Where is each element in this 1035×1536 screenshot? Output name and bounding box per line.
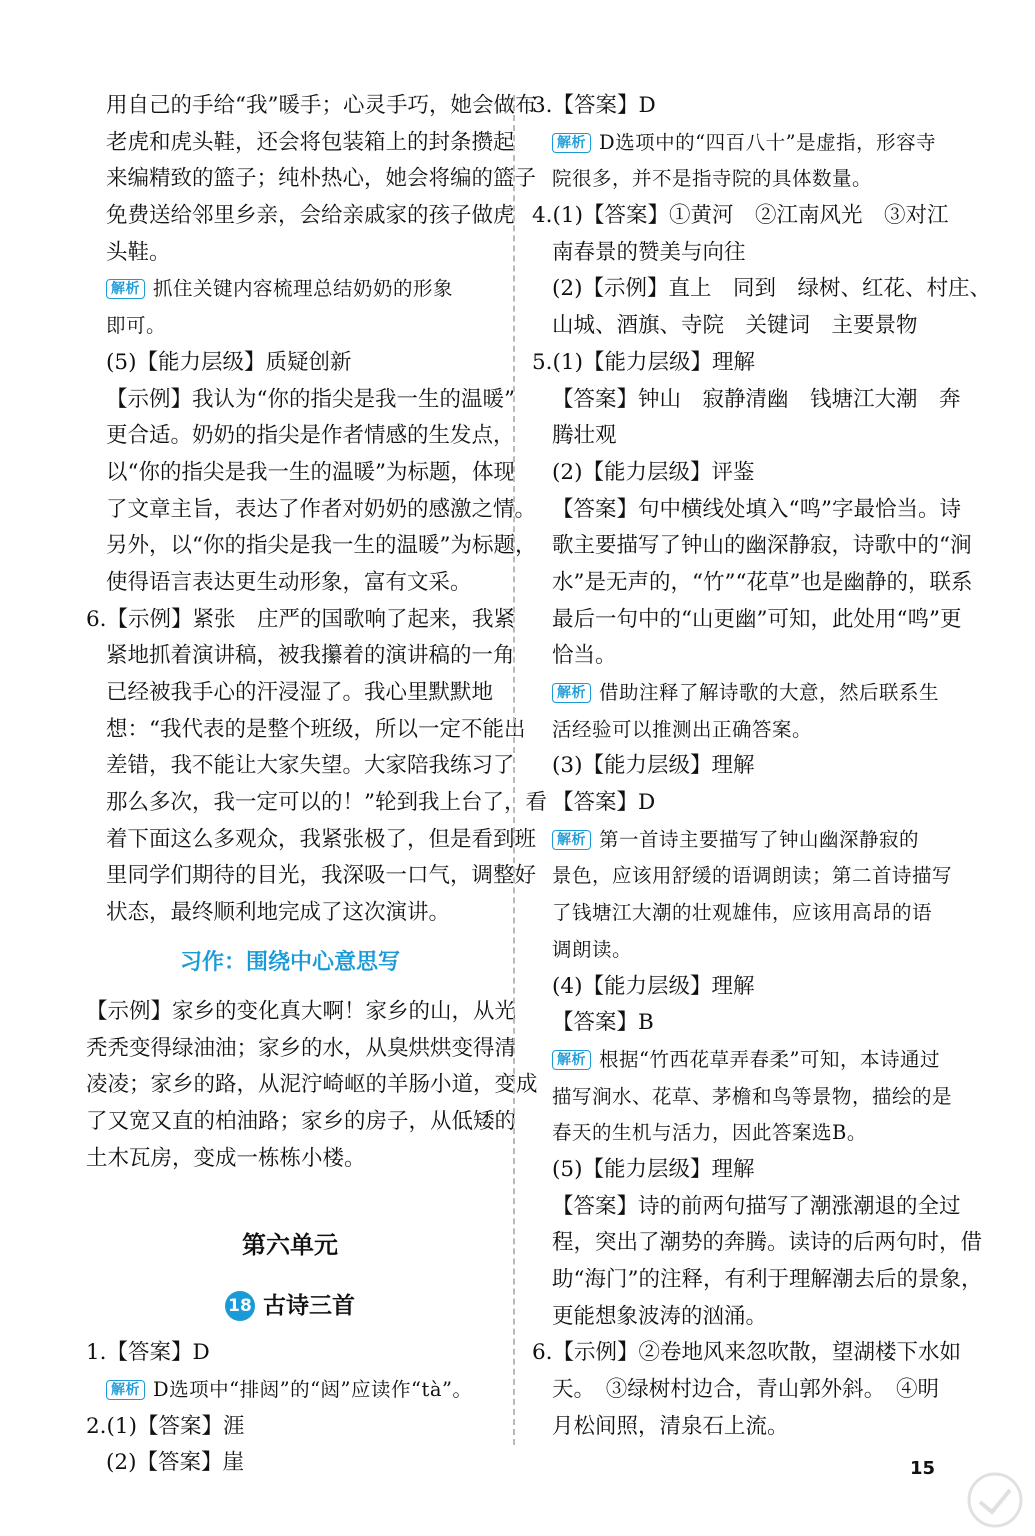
answer-3: 3.【答案】D (532, 93, 656, 118)
text-line: 描写涧水、花草、茅檐和鸟等景物，描绘的是 (552, 1084, 953, 1108)
text-line: 最后一句中的“山更幽”可知，此处用“鸣”更 (552, 606, 962, 632)
text-line: 【示例】我认为“你的指尖是我一生的温暖” (106, 386, 515, 412)
analysis-tag: 解析 (106, 279, 145, 299)
text-line: 【答案】B (552, 1010, 654, 1036)
text-line: (2)【示例】直上 同到 绿树、红花、村庄、 (552, 276, 991, 302)
answer-4 (532, 198, 991, 345)
analysis-block (532, 822, 957, 969)
analysis-block (86, 271, 494, 344)
q5-heading: (5)【能力层级】质疑创新 (106, 349, 352, 375)
text-line: 用自己的手给“我”暖手；心灵手巧，她会做布 (106, 93, 537, 118)
answer-5-5 (532, 1152, 983, 1335)
text-line: 歌主要描写了钟山的幽深静寂，诗歌中的“涧 (552, 533, 972, 559)
q5-example (86, 382, 537, 602)
text-line: 恰当。 (552, 643, 617, 669)
text-line: 使得语言表达更生动形象，富有文采。 (106, 569, 472, 595)
text-line: 水”是无声的，“竹”“花草”也是幽静的，联系 (552, 569, 973, 595)
text-line: 紧地抓着演讲稿，被我攥着的演讲稿的一角 (106, 643, 515, 669)
text-line: 已经被我手心的汗浸湿了。我心里默默地 (106, 680, 494, 705)
writing-example (86, 994, 538, 1177)
text-line: 解析 根据“竹西花草弄春柔”可知，本诗通过 (552, 1042, 957, 1079)
text-line: 【答案】钟山 寂静清幽 钱塘江大潮 奔 (552, 386, 961, 412)
q4-answer-continued (86, 88, 537, 271)
text-line: 解析 借助注释了解诗歌的大意，然后联系生 (552, 675, 957, 712)
text-line: 那么多次，我一定可以的！”轮到我上台了，看 (106, 790, 547, 816)
text-line: 更能想象波涛的汹涌。 (552, 1303, 768, 1329)
analysis-tag: 解析 (552, 133, 591, 153)
left-column (86, 88, 547, 1482)
text-line: 5.(1)【能力层级】理解 (532, 349, 755, 375)
text-line: 状态，最终顺利地完成了这次演讲。 (106, 900, 451, 926)
text-line: (3)【能力层级】理解 (552, 753, 755, 779)
analysis-block (532, 125, 957, 198)
text-line: 差错，我不能让大家失望。大家陪我练习了 (106, 753, 515, 779)
text-line: 了钱塘江大潮的壮观雄伟，应该用高昂的语 (552, 901, 933, 925)
analysis-tag: 解析 (552, 830, 591, 850)
text-line: 活经验可以推测出正确答案。 (552, 717, 813, 741)
text-line: 老虎和虎头鞋，还会将包装箱上的封条攒起 (106, 129, 515, 155)
text-line: 6.【示例】②卷地风来忽吹散，望湖楼下水如 (532, 1340, 962, 1366)
answer-1: 1.【答案】D (86, 1340, 210, 1366)
analysis-block: 解析 D选项中“排闼”的“闼”应读作“tà”。 (86, 1372, 494, 1409)
text-line: 院很多，并不是指寺院的具体数量。 (552, 167, 873, 191)
analysis-block (532, 675, 957, 748)
text-line: 秃秃变得绿油油；家乡的水，从臭烘烘变得清 (86, 1035, 517, 1061)
answer-2-2: (2)【答案】崖 (106, 1450, 244, 1476)
answer-2-1: 2.(1)【答案】涯 (86, 1413, 245, 1439)
analysis-tag: 解析 (552, 683, 591, 703)
text-line: 解析 D选项中的“四百八十”是虚指，形容寺 (552, 125, 957, 162)
text-line: (5)【能力层级】理解 (552, 1156, 755, 1182)
text-line: 解析 抓住关键内容梳理总结奶奶的形象 (106, 271, 494, 308)
text-line: 凌凌；家乡的路，从泥泞崎岖的羊肠小道，变成 (86, 1072, 538, 1098)
text-line: 程，突出了潮势的奔腾。读诗的后两句时，借 (552, 1230, 983, 1256)
text-line: 想：“我代表的是整个班级，所以一定不能出 (106, 716, 526, 742)
analysis-tag: 解析 (552, 1050, 591, 1070)
right-column (532, 88, 991, 1445)
text-line: 以“你的指尖是我一生的温暖”为标题，体现 (106, 459, 515, 485)
text-line: 【答案】D (552, 790, 656, 816)
text-line: 即可。 (106, 314, 167, 338)
answer-5-4 (532, 969, 957, 1042)
text-line: 免费送给邻里乡亲，会给亲戚家的孩子做虎 (106, 203, 515, 229)
watermark-icon (960, 1470, 1030, 1530)
text-line: 【示例】家乡的变化真大啊！家乡的山，从光 (86, 998, 517, 1024)
text-line: 里同学们期待的目光，我深吸一口气，调整好 (106, 863, 537, 889)
text-line: 来编精致的篮子；纯朴热心，她会将编的篮子 (106, 166, 537, 192)
text-line: 了文章主旨，表达了作者对奶奶的感激之情。 (106, 496, 537, 522)
text-line: 另外，以“你的指尖是我一生的温暖”为标题， (106, 533, 537, 559)
text-line: 头鞋。 (106, 239, 171, 265)
text-line: 4.(1)【答案】①黄河 ②江南风光 ③对江 (532, 203, 949, 229)
q6-example (86, 602, 547, 932)
text-line: 天。 ③绿树村边合，青山郭外斜。 ④明 (552, 1377, 940, 1403)
text-line: 景色，应该用舒缓的语调朗读；第二首诗描写 (552, 864, 953, 888)
text-line: 【答案】句中横线处填入“鸣”字最恰当。诗 (552, 496, 961, 522)
analysis-tag: 解析 (106, 1380, 145, 1400)
lesson-number-badge: 18 (225, 1291, 255, 1321)
text-line: 更合适。奶奶的指尖是作者情感的生发点， (106, 423, 515, 449)
text-line: 助“海门”的注释，有利于理解潮去后的景象， (552, 1267, 983, 1292)
text-line: 腾壮观 (552, 423, 617, 449)
text-line: (4)【能力层级】理解 (552, 973, 755, 999)
text-line: 山城、酒旗、寺院 关键词 主要景物 (552, 313, 918, 339)
text-line: (2)【能力层级】评鉴 (552, 459, 755, 485)
text-line: 【答案】诗的前两句描写了潮涨潮退的全过 (552, 1193, 961, 1219)
text-line: 了又宽又直的柏油路；家乡的房子，从低矮的 (86, 1108, 517, 1134)
text-line: 月松间照，清泉石上流。 (552, 1413, 789, 1439)
text-line: 6.【示例】紧张 庄严的国歌响了起来，我紧 (86, 606, 516, 632)
text-line: 南春景的赞美与向往 (552, 239, 746, 265)
analysis-block (532, 1042, 957, 1152)
text-line: 着下面这么多观众，我紧张极了，但是看到班 (106, 826, 537, 852)
text-line: 土木瓦房，变成一栋栋小楼。 (86, 1145, 366, 1171)
lesson-title: 18 古诗三首 (86, 1277, 494, 1335)
answer-5 (532, 345, 973, 675)
text-line: 春天的生机与活力，因此答案选B。 (552, 1121, 867, 1145)
writing-section-title: 习作：围绕中心意思写 (179, 949, 400, 975)
page-number: 15 (910, 1458, 936, 1479)
answer-6 (532, 1335, 962, 1445)
text-line: 调朗读。 (552, 937, 633, 961)
unit-title: 第六单元 (242, 1231, 338, 1260)
column-divider (513, 95, 515, 1445)
text-line: 解析 第一首诗主要描写了钟山幽深静寂的 (552, 822, 957, 859)
answer-5-3 (532, 748, 957, 821)
